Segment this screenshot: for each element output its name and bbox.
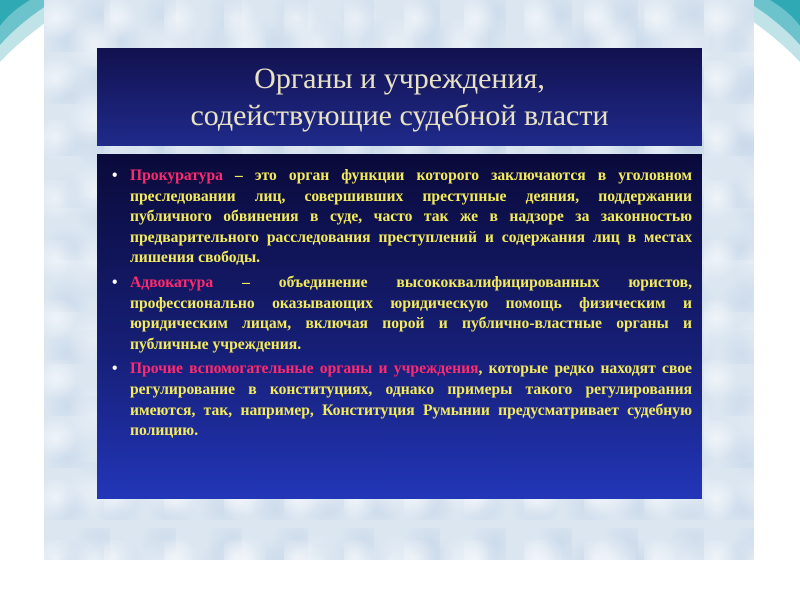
bullet-term: Адвокатура: [130, 273, 214, 291]
title-banner: [97, 48, 702, 146]
bullet-list: [109, 166, 692, 442]
bullet-term: Прочие вспомогательные органы и учреждения: [130, 360, 479, 378]
bullet-text: – объединение высококвалифицированных юристов, профессионально оказывающих юридическую помощь физическим и юридическим лицам, включая порой и публично-властные органы и публичные учреждения.: [130, 273, 692, 353]
bullet-icon: •: [112, 360, 118, 378]
bullet-text: – это орган функции которого заключаются в уголовном преследовании лиц, совершивших преступные деяния, поддержании публичного обвинения в суде, часто так же в надзоре за законностью предварительного расследования преступлений и содержания лиц в местах лишения свободы.: [130, 167, 692, 267]
bullet-icon: •: [112, 167, 118, 184]
slide-title-line-1: Органы и учреждения,: [254, 62, 545, 95]
content-panel: [97, 154, 702, 499]
bullet-item-advocacy: [109, 273, 692, 355]
bullet-icon: •: [112, 273, 118, 291]
bullet-text: , которые редко находят свое регулирование в конституциях, однако примеры такого регулирования имеются, так, например, Конституция Румынии предусматривает судебную полицию.: [130, 360, 692, 440]
bullet-item-prosecutor: [109, 166, 692, 269]
slide-title-line-2: содействующие судебной власти: [190, 99, 609, 132]
bullet-term: Прокуратура: [130, 167, 223, 184]
bullet-item-other-bodies: [109, 359, 692, 441]
